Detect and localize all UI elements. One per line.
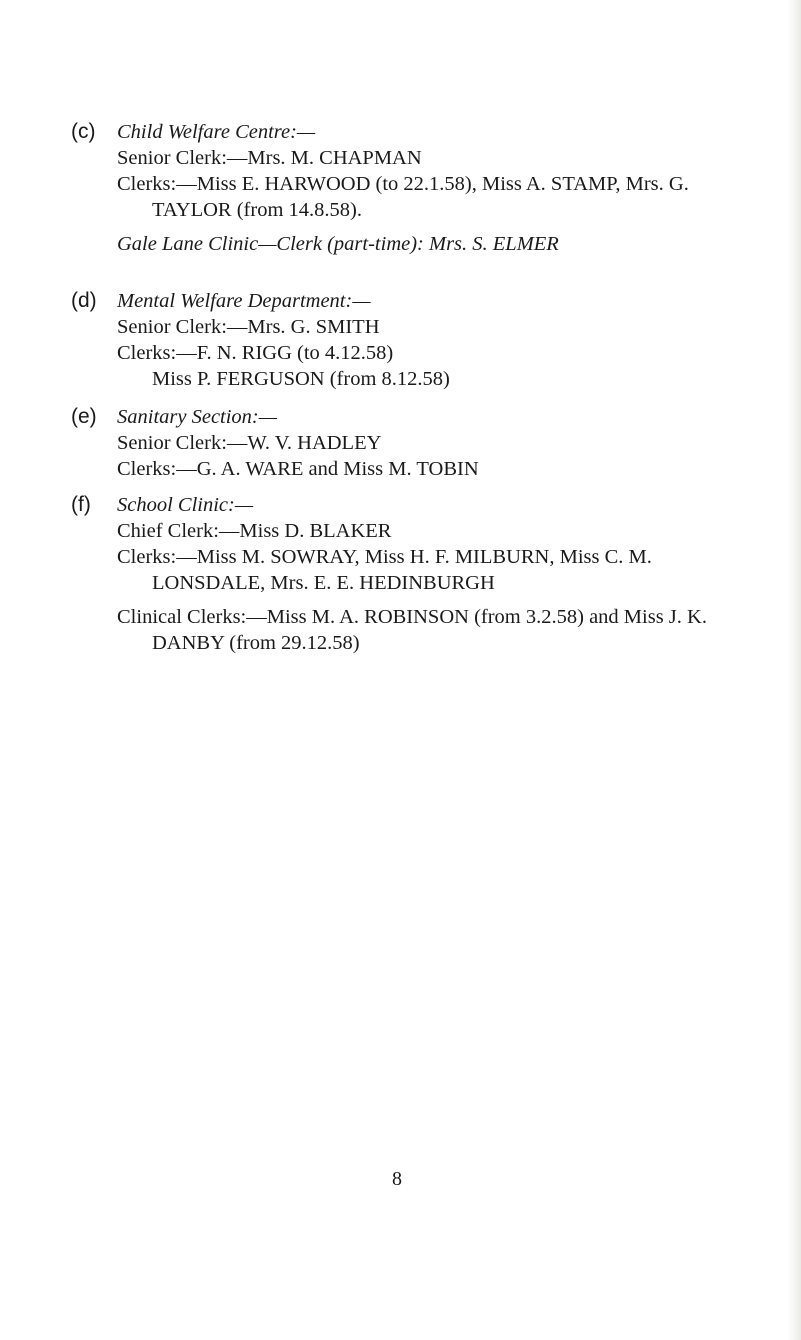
section-letter: (c)	[71, 120, 96, 143]
clinic-name: Gale Lane Clinic—Clerk (part-time): Mrs. S. ELMER	[117, 233, 559, 255]
clerks-line: Clerks:—Miss E. HARWOOD (to 22.1.58), Miss A. STAMP, Mrs. G.	[117, 173, 689, 195]
clerks-line: Clerks:—Miss M. SOWRAY, Miss H. F. MILBURN, Miss C. M.	[117, 546, 652, 568]
clerks-line: Clerks:—G. A. WARE and Miss M. TOBIN	[117, 458, 479, 480]
section-body	[117, 288, 767, 392]
senior-clerk-line: Senior Clerk:—Mrs. M. CHAPMAN	[117, 147, 422, 169]
section-body	[117, 119, 767, 257]
clerks-line-continued: LONSDALE, Mrs. E. E. HEDINBURGH	[152, 572, 495, 594]
section-heading: School Clinic:—	[117, 494, 254, 516]
page-edge-shadow	[787, 0, 801, 1340]
senior-clerk-line: Senior Clerk:—Mrs. G. SMITH	[117, 316, 380, 338]
section-body	[117, 492, 767, 656]
clinical-clerks-line-continued: DANBY (from 29.12.58)	[152, 632, 360, 654]
spacer	[117, 223, 767, 231]
clerks-line: Clerks:—F. N. RIGG (to 4.12.58)	[117, 342, 394, 364]
page-number: 8	[392, 1168, 402, 1190]
chief-clerk-line: Chief Clerk:—Miss D. BLAKER	[117, 520, 392, 542]
section-heading: Child Welfare Centre:—	[117, 121, 316, 143]
spacer	[117, 596, 767, 604]
clinical-clerks-line: Clinical Clerks:—Miss M. A. ROBINSON (from 3.2.58) and Miss J. K.	[117, 606, 707, 628]
section-letter: (e)	[71, 405, 97, 428]
section-heading: Mental Welfare Department:—	[117, 290, 371, 312]
section-letter: (d)	[71, 289, 97, 312]
clerks-line-continued: Miss P. FERGUSON (from 8.12.58)	[152, 368, 450, 390]
section-heading: Sanitary Section:—	[117, 406, 277, 428]
section-body	[117, 404, 767, 482]
clerks-line-continued: TAYLOR (from 14.8.58).	[152, 199, 362, 221]
senior-clerk-line: Senior Clerk:—W. V. HADLEY	[117, 432, 382, 454]
section-letter: (f)	[71, 493, 91, 516]
gale-lane-clinic-line	[117, 231, 767, 257]
